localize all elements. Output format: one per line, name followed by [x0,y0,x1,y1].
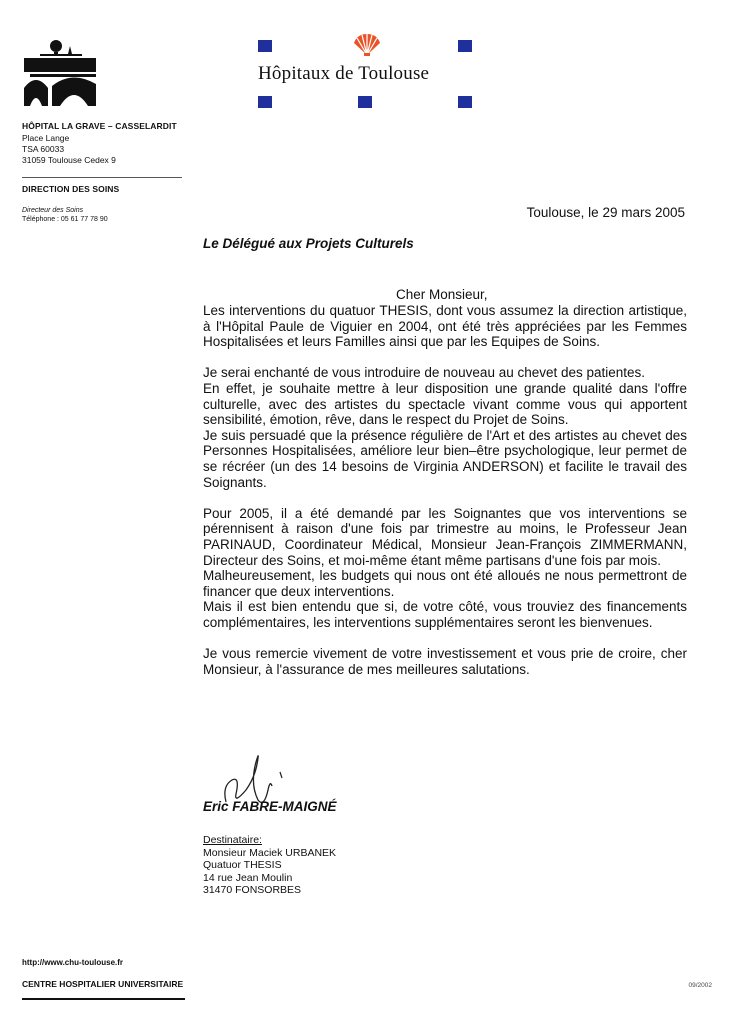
form-code: 09/2002 [688,982,712,989]
shell-icon [352,33,382,57]
paragraph: En effet, je souhaite mettre à leur disposition une grande qualité dans l'offre culturelle, avec des artistes du spectacle vivant comme vous qui apportent sensibilité, émotion, rêve, dans le respect du Projet de Soins. [203,380,687,428]
recipient-line: 14 rue Jean Moulin [203,871,293,884]
blue-square-icon [358,96,372,108]
blue-square-icon [258,40,272,52]
address-line: 31059 Toulouse Cedex 9 [22,155,116,165]
director-role: Directeur des Soins [22,207,84,214]
signer-name: Eric FABRE-MAIGNÉ [203,799,337,814]
paragraph: Je serai enchanté de vous introduire de nouveau au chevet des patientes. [203,365,646,381]
footer-bar [22,998,185,1000]
letter-date: Toulouse, le 29 mars 2005 [526,205,685,220]
department-name: DIRECTION DES SOINS [22,184,120,194]
recipient-block [203,834,336,897]
left-divider [22,177,182,178]
paragraph: Je suis persuadé que la présence régulière de l'Art et des artistes au chevet des Personnes Hospitalisées, améliore leur bien–être psychologique, leur permet de se récréer (un des 14 besoins de Virginia ANDERSON) et facilite le travail des Soignants. [203,427,687,490]
recipient-label: Destinataire: [203,834,262,846]
paragraph: Pour 2005, il a été demandé par les Soignantes que vos interventions se pérennisent à raison d'une fois par trimestre au moins, le Professeur Jean PARINAUD, Coordinateur Médical, Monsieur Jean-François ZIMMERMANN, Directeur des Soins, et moi-même étant même partisans d'une fois par mois. [203,505,687,568]
paragraph: Mais il est bien entendu que si, de votre côté, vous trouviez des financements complémentaires, les interventions supplémentaires seront les bienvenues. [203,599,687,630]
recipient-line: Monsieur Maciek URBANEK [203,846,337,859]
letter-body [203,303,687,677]
header-squares-bottom [258,96,473,110]
address-line: Place Lange [22,133,70,143]
blue-square-icon [458,96,472,108]
paragraph: Je vous remercie vivement de votre investissement et vous prie de croire, cher Monsieur, à l'assurance de mes meilleures salutations. [203,646,687,677]
paragraph: Malheureusement, les budgets qui nous ont été alloués ne nous permettront de financer que deux interventions. [203,568,687,599]
paragraph-gap [203,350,687,366]
org-name: Hôpitaux de Toulouse [258,63,430,84]
recipient-line: Quatuor THESIS [203,859,282,872]
sender-title: Le Délégué aux Projets Culturels [203,236,414,251]
paragraph-gap [203,490,687,506]
paragraph: Les interventions du quatuor THESIS, dont vous assumez la direction artistique, à l'Hôpital Paule de Viguier en 2004, ont été très appréciées par les Femmes Hospitalisées et leurs Familles ainsi que par les Equipes de Soins. [203,303,687,350]
hospital-logo-icon [22,40,98,106]
hospital-address [22,133,116,166]
hospital-name: HÔPITAL LA GRAVE – CASSELARDIT [22,121,177,131]
recipient-line: 31470 FONSORBES [203,884,302,897]
footer-institution: CENTRE HOSPITALIER UNIVERSITAIRE [22,979,184,989]
blue-square-icon [458,40,472,52]
blue-square-icon [258,96,272,108]
director-phone: Téléphone : 05 61 77 78 90 [22,216,108,223]
address-line: TSA 60033 [22,144,65,154]
paragraph-gap [203,630,687,646]
salutation: Cher Monsieur, [396,287,488,302]
footer-url: http://www.chu-toulouse.fr [22,958,124,967]
